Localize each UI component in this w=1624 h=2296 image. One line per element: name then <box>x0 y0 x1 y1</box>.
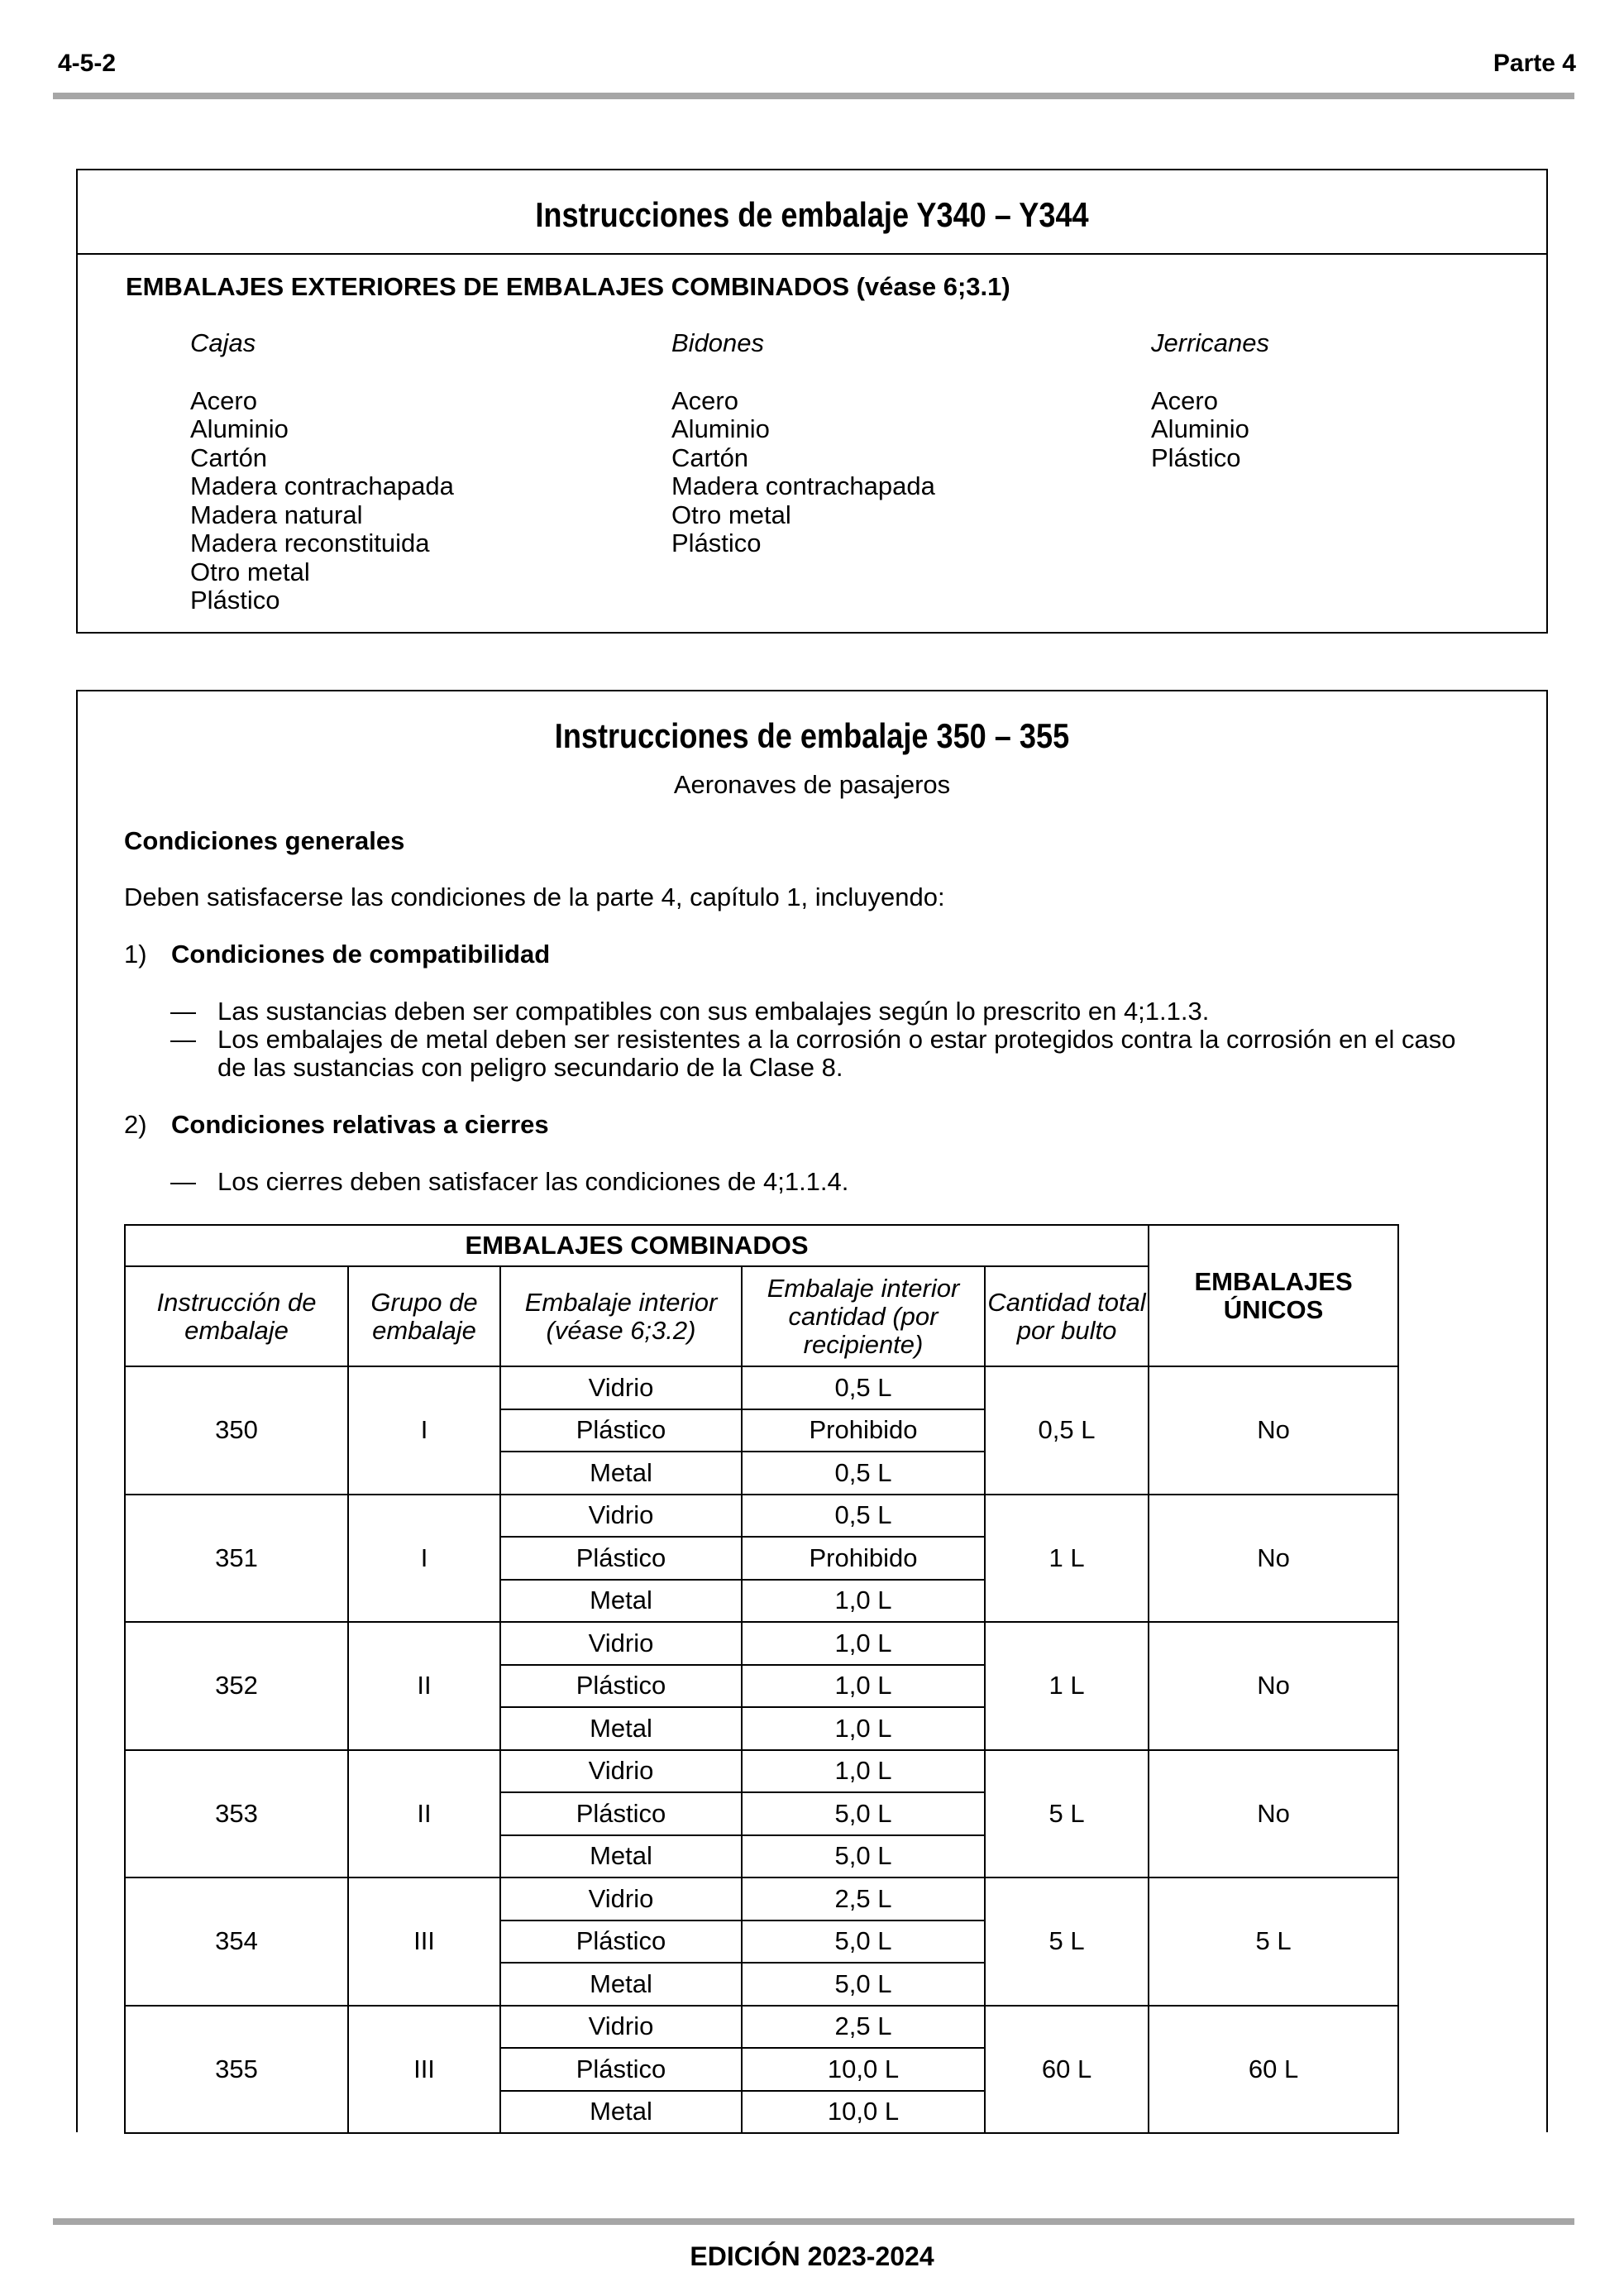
packing-group-cell: III <box>348 1877 500 2006</box>
inner-packaging-cell: Metal <box>500 1452 742 1495</box>
condition-number: 2) <box>124 1110 147 1139</box>
packing-table <box>124 1224 1399 2134</box>
inner-packaging-cell: Plástico <box>500 1537 742 1580</box>
closures-item: Los cierres deben satisfacer las condiciones de 4;1.1.4. <box>217 1167 849 1196</box>
table-row <box>125 1366 1398 1409</box>
total-quantity-cell: 5 L <box>985 1750 1149 1878</box>
list-item: Acero <box>671 385 738 415</box>
list-item: Madera contrachapada <box>190 471 454 500</box>
inner-quantity-cell: 2,5 L <box>742 1877 985 1921</box>
column-heading: Cajas <box>190 328 256 357</box>
list-item: Plástico <box>671 529 762 557</box>
instruction-cell: 351 <box>125 1495 348 1623</box>
instruction-cell: 353 <box>125 1750 348 1878</box>
inner-quantity-cell: 5,0 L <box>742 1963 985 2006</box>
list-item: Madera reconstituida <box>190 529 430 557</box>
list-item: Madera natural <box>190 500 363 529</box>
table-row <box>125 1495 1398 1538</box>
list-item: Cartón <box>671 442 749 472</box>
compatibility-item-continued: de las sustancias con peligro secundario de la Clase 8. <box>217 1053 843 1082</box>
footer-rule <box>53 2218 1574 2225</box>
inner-packaging-header: Embalaje interior (véase 6;3.2) <box>500 1266 742 1366</box>
combined-packaging-header: EMBALAJES COMBINADOS <box>125 1225 1149 1266</box>
list-item: Acero <box>190 385 257 415</box>
column-bidones <box>671 329 935 558</box>
inner-quantity-cell: 5,0 L <box>742 1835 985 1878</box>
inner-packaging-cell: Vidrio <box>500 1622 742 1665</box>
inner-packaging-cell: Vidrio <box>500 1750 742 1793</box>
list-item: Plástico <box>190 586 280 615</box>
column-jerricanes <box>1151 329 1269 472</box>
box-title: Instrucciones de embalaje 350 – 355 <box>554 716 1070 755</box>
inner-quantity-cell: 1,0 L <box>742 1580 985 1623</box>
inner-packaging-cell: Vidrio <box>500 1495 742 1538</box>
inner-quantity-cell: 1,0 L <box>742 1750 985 1793</box>
inner-quantity-header: Embalaje interior cantidad (por recipiente) <box>742 1266 985 1366</box>
inner-quantity-cell: 1,0 L <box>742 1707 985 1750</box>
list-item: Otro metal <box>190 557 310 586</box>
general-conditions-heading: Condiciones generales <box>124 826 405 855</box>
list-item: Aluminio <box>671 414 770 443</box>
inner-packaging-cell: Plástico <box>500 1921 742 1964</box>
compatibility-item: Las sustancias deben ser compatibles con sus embalajes según lo prescrito en 4;1.1.3. <box>217 997 1210 1026</box>
inner-packaging-cell: Plástico <box>500 2048 742 2091</box>
compatibility-heading: Condiciones de compatibilidad <box>171 940 551 969</box>
instruction-cell: 350 <box>125 1366 348 1495</box>
single-packaging-cell: 5 L <box>1149 1877 1398 2006</box>
inner-quantity-cell: 2,5 L <box>742 2006 985 2049</box>
total-quantity-header: Cantidad total por bulto <box>985 1266 1149 1366</box>
single-packaging-cell: 60 L <box>1149 2006 1398 2134</box>
inner-packaging-cell: Metal <box>500 1580 742 1623</box>
table-row <box>125 1622 1398 1665</box>
list-item: Plástico <box>1151 442 1241 472</box>
single-packaging-cell: No <box>1149 1750 1398 1878</box>
inner-packaging-cell: Vidrio <box>500 1877 742 1921</box>
edition-label: EDICIÓN 2023-2024 <box>690 2241 934 2271</box>
packing-group-cell: III <box>348 2006 500 2134</box>
dash-bullet: — <box>170 1025 196 1054</box>
instruction-header: Instrucción de embalaje <box>125 1266 348 1366</box>
closures-heading: Condiciones relativas a cierres <box>171 1110 549 1139</box>
inner-quantity-cell: Prohibido <box>742 1537 985 1580</box>
inner-quantity-cell: 0,5 L <box>742 1452 985 1495</box>
list-item: Aluminio <box>190 414 289 443</box>
single-packaging-cell: No <box>1149 1366 1398 1495</box>
list-item: Madera contrachapada <box>671 471 935 500</box>
box-subtitle: Aeronaves de pasajeros <box>673 770 951 799</box>
column-heading: Jerricanes <box>1151 328 1269 357</box>
total-quantity-cell: 60 L <box>985 2006 1149 2134</box>
dash-bullet: — <box>170 997 196 1026</box>
total-quantity-cell: 0,5 L <box>985 1366 1149 1495</box>
instruction-cell: 355 <box>125 2006 348 2134</box>
inner-quantity-cell: 1,0 L <box>742 1665 985 1708</box>
total-quantity-cell: 1 L <box>985 1495 1149 1623</box>
inner-quantity-cell: 5,0 L <box>742 1792 985 1835</box>
inner-quantity-cell: 0,5 L <box>742 1495 985 1538</box>
table-row <box>125 2006 1398 2049</box>
box-title: Instrucciones de embalaje Y340 – Y344 <box>535 195 1089 234</box>
inner-packaging-cell: Metal <box>500 1707 742 1750</box>
column-heading: Bidones <box>671 328 765 357</box>
inner-quantity-cell: 5,0 L <box>742 1921 985 1964</box>
inner-quantity-cell: 0,5 L <box>742 1366 985 1409</box>
inner-quantity-cell: 10,0 L <box>742 2091 985 2134</box>
instruction-cell: 352 <box>125 1622 348 1750</box>
packing-instruction-box-y340 <box>76 169 1548 634</box>
total-quantity-cell: 1 L <box>985 1622 1149 1750</box>
dash-bullet: — <box>170 1167 196 1196</box>
inner-packaging-cell: Plástico <box>500 1665 742 1708</box>
packing-group-cell: I <box>348 1495 500 1623</box>
table-row <box>125 1877 1398 1921</box>
inner-packaging-cell: Plástico <box>500 1792 742 1835</box>
instruction-cell: 354 <box>125 1877 348 2006</box>
packing-group-cell: II <box>348 1622 500 1750</box>
inner-quantity-cell: 10,0 L <box>742 2048 985 2091</box>
table-row <box>125 1750 1398 1793</box>
packing-group-header: Grupo de embalaje <box>348 1266 500 1366</box>
inner-packaging-cell: Metal <box>500 1835 742 1878</box>
single-packaging-header: EMBALAJES ÚNICOS <box>1149 1225 1398 1366</box>
part-label: Parte 4 <box>1493 50 1576 77</box>
inner-packaging-cell: Metal <box>500 1963 742 2006</box>
single-packaging-cell: No <box>1149 1622 1398 1750</box>
inner-packaging-cell: Vidrio <box>500 2006 742 2049</box>
total-quantity-cell: 5 L <box>985 1877 1149 2006</box>
inner-packaging-cell: Vidrio <box>500 1366 742 1409</box>
list-item: Otro metal <box>671 500 791 529</box>
inner-quantity-cell: Prohibido <box>742 1409 985 1452</box>
list-item: Aluminio <box>1151 414 1249 443</box>
list-item: Cartón <box>190 442 268 472</box>
condition-number: 1) <box>124 940 147 969</box>
packing-group-cell: II <box>348 1750 500 1878</box>
inner-quantity-cell: 1,0 L <box>742 1622 985 1665</box>
outer-packaging-heading: EMBALAJES EXTERIORES DE EMBALAJES COMBINADOS (véase 6;3.1) <box>126 272 1010 301</box>
column-cajas <box>190 329 454 615</box>
inner-packaging-cell: Plástico <box>500 1409 742 1452</box>
inner-packaging-cell: Metal <box>500 2091 742 2134</box>
page-number: 4-5-2 <box>58 50 117 77</box>
title-divider <box>78 253 1546 255</box>
single-packaging-cell: No <box>1149 1495 1398 1623</box>
list-item: Acero <box>1151 385 1218 415</box>
packing-group-cell: I <box>348 1366 500 1495</box>
compatibility-item: Los embalajes de metal deben ser resistentes a la corrosión o estar protegidos contra la corrosión en el caso <box>217 1025 1456 1054</box>
header-rule <box>53 93 1574 99</box>
general-conditions-intro: Deben satisfacerse las condiciones de la parte 4, capítulo 1, incluyendo: <box>124 883 945 911</box>
